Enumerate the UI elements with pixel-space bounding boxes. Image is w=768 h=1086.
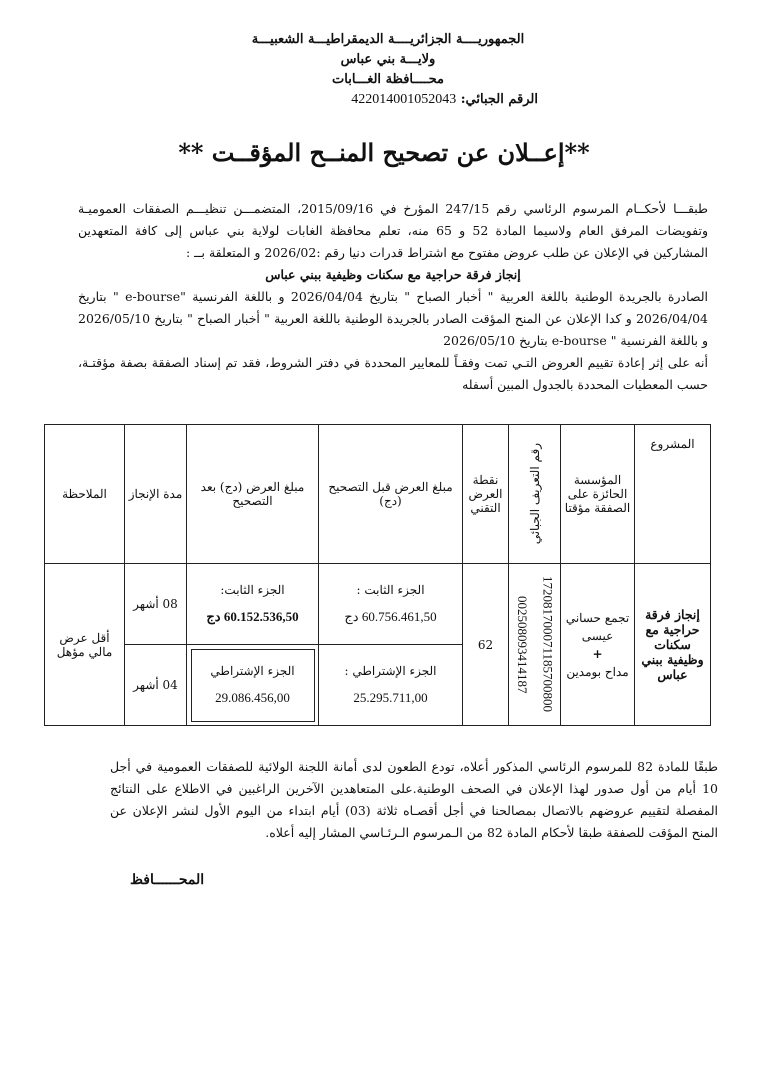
letterhead [228, 30, 548, 90]
table-header-row [45, 425, 711, 564]
header-tax-id-text: رقم التعريف الجبائي [527, 443, 542, 545]
cell-tax-id [509, 564, 561, 726]
cell-before-fixed [319, 564, 463, 645]
signature-title: المحــــــافظ [130, 872, 205, 888]
tax-id-label: الرقم الجبائي: [460, 92, 538, 107]
republic-name: الجمهوريــــة الجزائريــــة الديمقراطيـــة الشعبيـــة [251, 32, 525, 47]
header-tech-score: نقطة العرض التقني [463, 425, 509, 564]
header-note: الملاحظة [45, 425, 125, 564]
results-table [44, 424, 711, 726]
table-row [45, 564, 711, 645]
cell-duration-fixed: 08 أشهر [125, 564, 187, 645]
intro-paragraph-2: الصادرة بالجريدة الوطنية باللغة العربية " أخبار الصباح " بتاريخ 2026/04/04 و باللغة الفرنسية "e-bourse " بتاريخ 2026/04/04 و كدا الإعلان عن المنح المؤقت الصادر بالجريدة الوطنية باللغة العربية " أخبار الصباح " بتاريخ 2026/05/10 و باللغة الفرنسية " e-bourse بتاريخ 2026/05/10 [78, 289, 708, 348]
after-optional-value: 29.086.456,00 [215, 690, 290, 705]
holder-name-2: مداح بومدين [566, 664, 629, 679]
cell-duration-optional: 04 أشهر [125, 645, 187, 726]
office-name: محــــافظة الغـــابات [332, 72, 444, 87]
cell-note: أقل عرض مالي مؤهل [45, 564, 125, 726]
cell-before-optional [319, 645, 463, 726]
holder-plus: + [592, 646, 603, 661]
after-fixed-value: 60.152.536,50 دج [206, 609, 299, 624]
intro-paragraph-1: طبقـــا لأحكــام المرسوم الرئاسي رقم 247/15 المؤرخ في 2015/09/16، المتضمـــن تنظيـــم الصفقات العموميـة وتفويضات المرفق العام ولاسيما المادة 52 و 65 منه، تعلم محافظة الغابات لولاية بني عباس إلى كافة المتعهدين المشاركين في الإعلان عن طلب عروض مفتوح مع اشتراط قدرات دنيا رقم :2026/02 و المتعلقة بــ : [78, 201, 709, 260]
intro-text [78, 198, 708, 396]
before-optional-value: 25.295.711,00 [353, 690, 428, 705]
cell-after-fixed [187, 564, 319, 645]
project-line: إنجاز فرقة حراجية مع سكنات وظيفية ببني عباس [265, 267, 521, 282]
after-fixed-label: الجزء الثابت: [220, 583, 285, 597]
cell-holder [561, 564, 635, 726]
header-after: مبلغ العرض (دج) بعد التصحيح [187, 425, 319, 564]
holder-name-1: تجمع حساني عيسى [565, 610, 630, 643]
header-tax-id [509, 425, 561, 564]
before-optional-label: الجزء الإشتراطي : [344, 664, 437, 678]
intro-paragraph-3: أنه على إثر إعادة تقييم العروض التـي تمت وفقـاً للمعايير المحددة في دفتر الشروط، فقد تم إسناد الصفقة بصفة مؤقتـة، حسب المعطيات المحددة بالجدول المبين أسفله [78, 355, 708, 392]
header-duration: مدة الإنجاز [125, 425, 187, 564]
cell-after-optional [187, 645, 319, 726]
announcement-title: **إعــلان عن تصحيح المنــح المؤقــت ** [178, 138, 590, 167]
before-fixed-value: 60.756.461,50 دج [344, 609, 437, 624]
closing-paragraph: طبقًا للمادة 82 للمرسوم الرئاسي المذكور أعلاه، تودع الطعون لدى أمانة اللجنة الولائية للصفقات العمومية في أجل 10 أيام من أول صدور لهذا الإعلان في الصحف الوطنية.على المتعاهدين الآخرين الراغبين في الاطلاع على النتائج المفصلة لتقييم عروضهم بالاتصال بمصالحنا في أجل أقصـاه ثلاثة (03) أيام ابتداء من اليوم الأول لنشر الإعلان عن المنح المؤقت للصفقة طبقا لأحكام المادة 82 من الـمرسوم الـرئـاسي المشار إليه أعلاه. [110, 759, 718, 840]
header-before: مبلغ العرض قبل التصحيح (دج) [319, 425, 463, 564]
tax-id-number-2: 002508093414187 [514, 595, 530, 694]
province-name: ولايـــة بني عباس [340, 52, 436, 67]
header-holder: المؤسسة الحائزة على الصفقة مؤقتا [561, 425, 635, 564]
tax-id-number-1: 172081700071185700800 [540, 576, 556, 713]
cell-tech-score: 62 [463, 564, 509, 726]
header-project: المشروع [635, 425, 711, 564]
tax-id-value: 422014001052043 [351, 92, 457, 107]
after-optional-label: الجزء الإشتراطي [210, 664, 295, 678]
cell-project: إنجاز فرقة حراجية مع سكنات وظيفية ببني عباس [635, 564, 711, 726]
before-fixed-label: الجزء الثابت : [356, 583, 425, 597]
tax-id [351, 92, 538, 108]
